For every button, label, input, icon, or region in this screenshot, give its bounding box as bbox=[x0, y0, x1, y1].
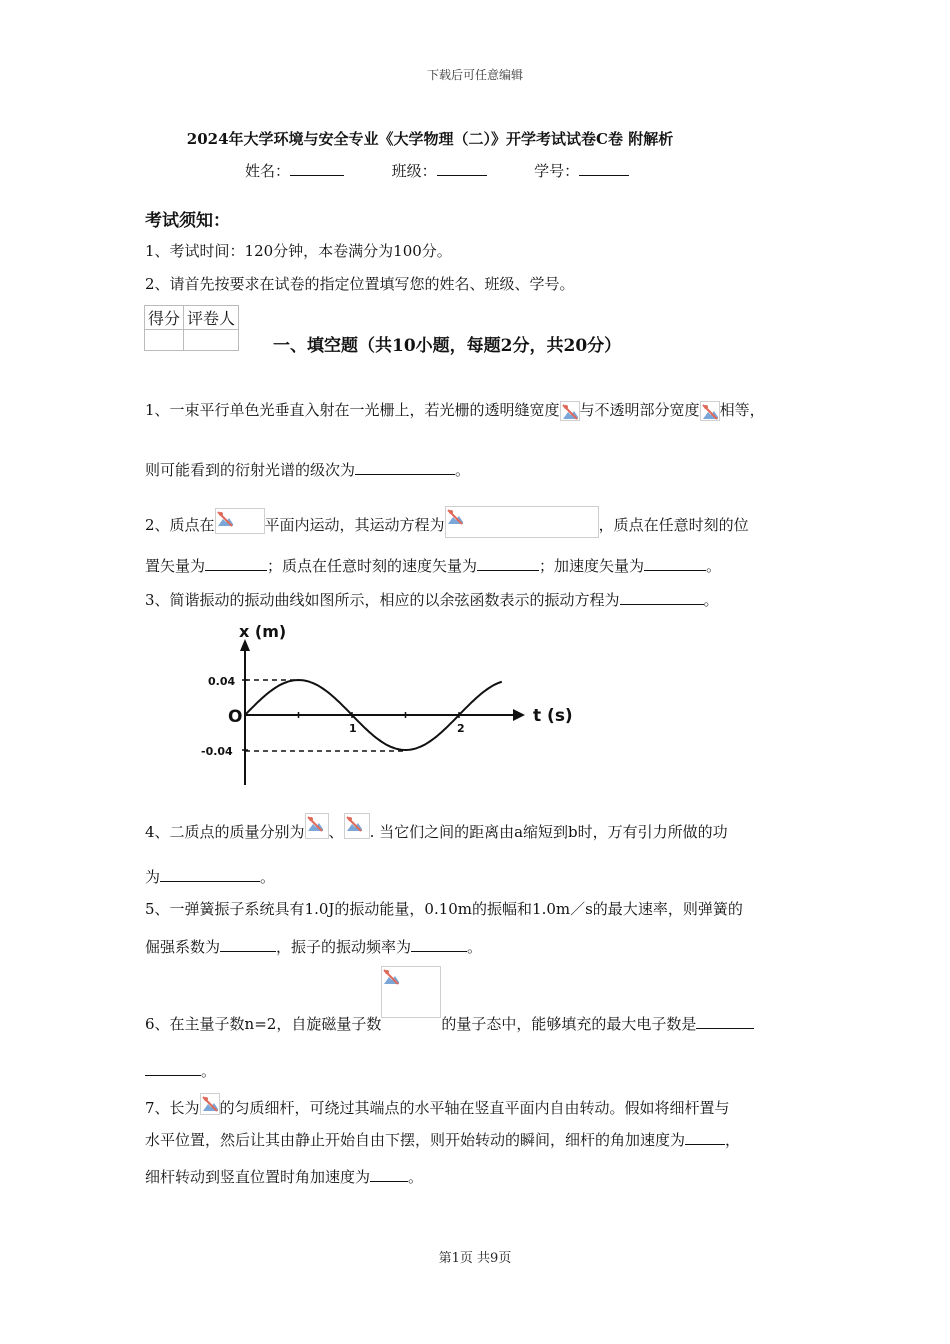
y-tick-top-label: 0.04 bbox=[208, 675, 236, 688]
question-3-line-1 bbox=[145, 589, 719, 610]
name-blank[interactable] bbox=[290, 161, 344, 176]
q1-text-c: 相等， bbox=[719, 401, 765, 419]
q2-text-b: 平面内运动，其运动方程为 bbox=[264, 516, 445, 534]
q1-text-b: 与不透明部分宽度 bbox=[579, 401, 700, 419]
q3-text: 3、简谐振动的振动曲线如图所示，相应的以余弦函数表示的振动方程为 bbox=[145, 591, 620, 609]
answer-blank[interactable] bbox=[477, 555, 539, 571]
class-blank[interactable] bbox=[437, 161, 487, 176]
q5-text-c: 。 bbox=[467, 938, 483, 956]
question-2-line-1 bbox=[145, 506, 749, 538]
student-info-row bbox=[245, 160, 629, 181]
question-6-line-1 bbox=[145, 966, 754, 1034]
section-title: 一、填空题（共10小题，每题2分，共20分） bbox=[273, 336, 622, 356]
name-label: 姓名： bbox=[245, 162, 291, 180]
q7-text-f: 。 bbox=[408, 1168, 424, 1186]
x-axis-arrow-icon bbox=[513, 709, 525, 721]
image-placeholder-icon bbox=[305, 813, 329, 839]
answer-blank[interactable] bbox=[644, 555, 706, 571]
image-placeholder-icon bbox=[344, 813, 370, 839]
answer-blank[interactable] bbox=[220, 936, 276, 952]
q7-text-e: 细杆转动到竖直位置时角加速度为 bbox=[145, 1168, 371, 1186]
answer-blank[interactable] bbox=[370, 1166, 408, 1182]
image-placeholder-icon bbox=[700, 401, 720, 421]
q5-text-b: ，振子的振动频率为 bbox=[276, 938, 412, 956]
notice-heading: 考试须知： bbox=[145, 211, 230, 231]
question-7-line-3 bbox=[145, 1166, 423, 1187]
answer-blank[interactable] bbox=[355, 459, 455, 475]
class-label: 班级： bbox=[391, 162, 437, 180]
score-table bbox=[144, 305, 239, 351]
answer-blank[interactable] bbox=[411, 936, 467, 952]
image-placeholder-icon bbox=[215, 508, 265, 534]
question-1-line-1 bbox=[145, 400, 765, 421]
q2-text-e: ；质点在任意时刻的速度矢量为 bbox=[267, 557, 478, 575]
q4-text-b: 、 bbox=[328, 823, 344, 841]
image-placeholder-icon bbox=[200, 1093, 220, 1115]
page-footer: 第1页 共9页 bbox=[438, 1251, 512, 1266]
score-header: 得分 bbox=[145, 306, 184, 330]
answer-blank[interactable] bbox=[205, 555, 267, 571]
x-tick-2-label: 2 bbox=[457, 722, 465, 735]
q2-text-d: 置矢量为 bbox=[145, 557, 206, 575]
x-axis-label: t (s) bbox=[533, 706, 573, 726]
answer-blank[interactable] bbox=[160, 866, 260, 882]
q7-text-d: ， bbox=[725, 1131, 741, 1149]
q1-text-d: 则可能看到的衍射光谱的级次为 bbox=[145, 461, 356, 479]
x-tick-1-label: 1 bbox=[349, 722, 357, 735]
q6-text-a: 6、在主量子数n=2，自旋磁量子数 bbox=[145, 1015, 382, 1033]
answer-blank[interactable] bbox=[685, 1129, 725, 1145]
q1-text-e: 。 bbox=[455, 461, 471, 479]
oscillation-chart bbox=[195, 615, 595, 790]
question-2-line-2 bbox=[145, 555, 721, 576]
grader-cell[interactable] bbox=[184, 330, 239, 351]
question-7-line-1 bbox=[145, 1093, 730, 1118]
q7-text-c: 水平位置，然后让其由静止开始自由下摆，则开始转动的瞬间，细杆的角加速度为 bbox=[145, 1131, 686, 1149]
answer-blank[interactable] bbox=[696, 1013, 754, 1029]
question-1-line-2 bbox=[145, 459, 470, 480]
question-5-line-2 bbox=[145, 936, 482, 957]
q4-text-e: 。 bbox=[260, 868, 276, 886]
q2-text-f: ；加速度矢量为 bbox=[539, 557, 645, 575]
image-placeholder-icon bbox=[381, 966, 441, 1018]
q7-text-a: 7、长为 bbox=[145, 1099, 200, 1117]
question-4-line-2 bbox=[145, 866, 275, 887]
notice-item-1: 1、考试时间：120分钟，本卷满分为100分。 bbox=[145, 242, 452, 260]
q6-text-b: 的量子态中，能够填充的最大电子数是 bbox=[441, 1015, 697, 1033]
q2-text-g: 。 bbox=[706, 557, 722, 575]
y-axis-label: x (m) bbox=[239, 622, 287, 641]
question-4-line-1 bbox=[145, 813, 728, 842]
origin-label: O bbox=[228, 707, 243, 727]
student-id-blank[interactable] bbox=[579, 161, 629, 176]
q6-text-c: 。 bbox=[201, 1062, 217, 1080]
image-placeholder-icon bbox=[445, 506, 599, 538]
q1-text-a: 1、一束平行单色光垂直入射在一光栅上，若光栅的透明缝宽度 bbox=[145, 401, 560, 419]
answer-blank[interactable] bbox=[620, 589, 704, 605]
notice-item-2: 2、请首先按要求在试卷的指定位置填写您的姓名、班级、学号。 bbox=[145, 275, 575, 293]
score-cell[interactable] bbox=[145, 330, 184, 351]
question-5-line-1: 5、一弹簧振子系统具有1.0J的振动能量，0.10m的振幅和1.0m／s的最大速率，则弹簧的 bbox=[145, 900, 743, 918]
image-placeholder-icon bbox=[560, 401, 580, 421]
student-id-label: 学号： bbox=[534, 162, 580, 180]
y-tick-bottom-label: -0.04 bbox=[201, 745, 233, 758]
answer-blank[interactable] bbox=[145, 1060, 201, 1076]
question-7-line-2 bbox=[145, 1129, 740, 1150]
q2-text-c: ，质点在任意时刻的位 bbox=[598, 516, 749, 534]
q3-text-end: 。 bbox=[703, 591, 719, 609]
q4-text-c: . 当它们之间的距离由a缩短到b时，万有引力所做的功 bbox=[369, 823, 728, 841]
document-title: 2024年大学环境与安全专业《大学物理（二）》开学考试试卷C卷 附解析 bbox=[186, 130, 674, 148]
grader-header: 评卷人 bbox=[184, 306, 239, 330]
header-note: 下载后可任意编辑 bbox=[426, 68, 523, 82]
q7-text-b: 的匀质细杆，可绕过其端点的水平轴在竖直平面内自由转动。假如将细杆置与 bbox=[219, 1099, 730, 1117]
question-6-line-2 bbox=[145, 1060, 216, 1081]
q4-text-d: 为 bbox=[145, 868, 161, 886]
q5-text-a: 倔强系数为 bbox=[145, 938, 221, 956]
q4-text-a: 4、二质点的质量分别为 bbox=[145, 823, 305, 841]
q2-text-a: 2、质点在 bbox=[145, 516, 215, 534]
